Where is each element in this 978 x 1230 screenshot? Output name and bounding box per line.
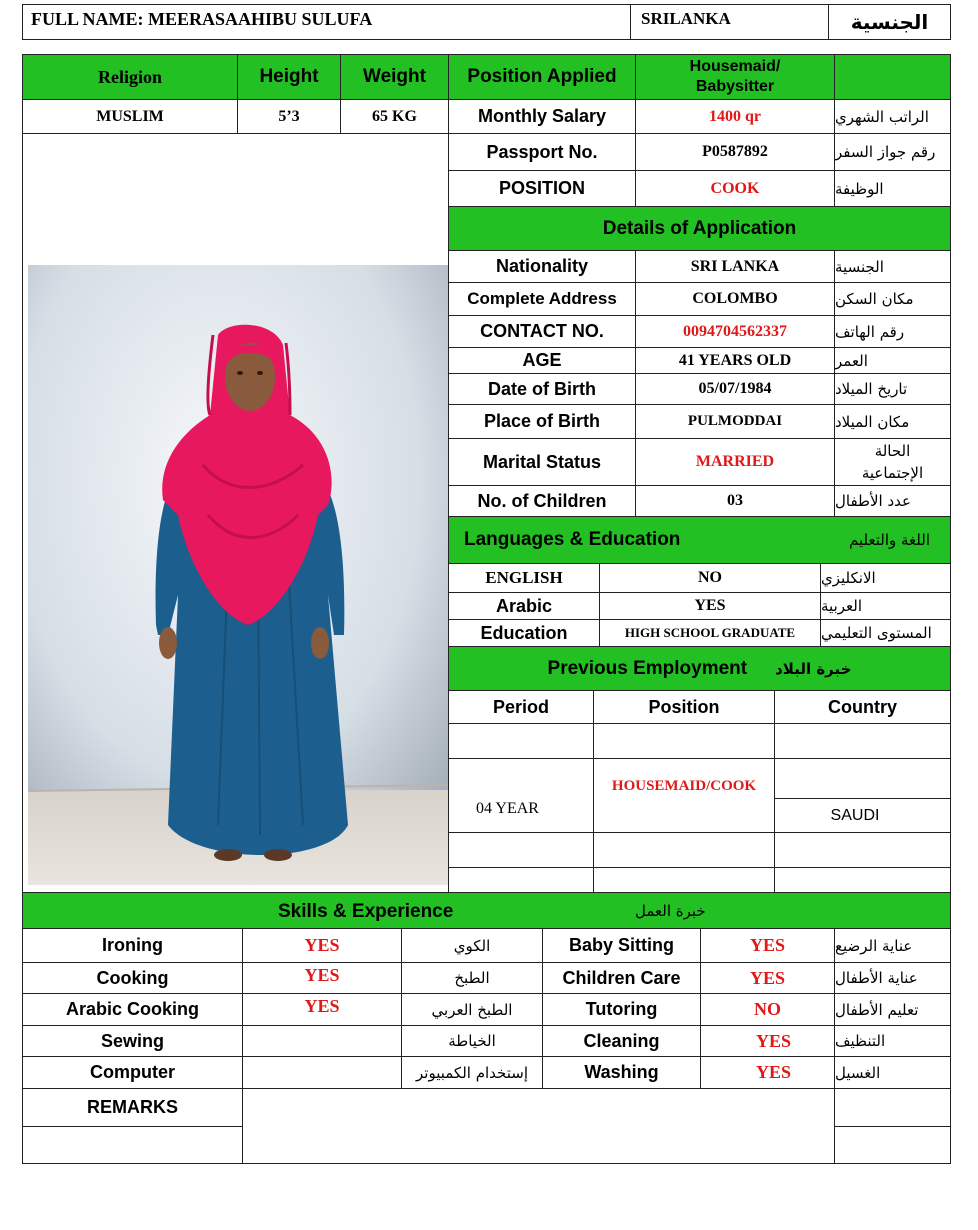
emp-country-value: SAUDI <box>830 807 880 824</box>
children-label: No. of Children <box>448 485 636 517</box>
address-value: COLOMBO <box>635 282 835 316</box>
emp-hline-3 <box>448 832 951 833</box>
skill-ironing-label: Ironing <box>22 928 243 963</box>
passport-ar: رقم جواز السفر <box>834 133 951 171</box>
dob-ar: تاريخ الميلاد <box>834 373 951 405</box>
employment-title-ar: خبرة البلاد <box>775 659 852 678</box>
marital-value: MARRIED <box>635 438 835 486</box>
col-position: Position <box>593 690 775 724</box>
employment-title: Previous Employment <box>547 657 748 679</box>
skill-sewing-label: Sewing <box>22 1025 243 1057</box>
nationality-label: Nationality <box>448 250 636 283</box>
header-nationality-ar: الجنسية <box>828 4 951 40</box>
weight-label: Weight <box>340 54 449 100</box>
emp-position-value: HOUSEMAID/COOK <box>611 778 757 794</box>
skill-childcare-label: Children Care <box>542 962 701 994</box>
skill-babysitting-value: YES <box>700 928 835 963</box>
skill-tutoring-label: Tutoring <box>542 993 701 1026</box>
address-ar: مكان السكن <box>834 282 951 316</box>
remarks-label: REMARKS <box>22 1088 243 1127</box>
passport-label: Passport No. <box>448 133 636 171</box>
religion-value: MUSLIM <box>22 99 238 134</box>
dob-label: Date of Birth <box>448 373 636 405</box>
skill-ironing-ar: الكوي <box>401 928 543 963</box>
position-value: COOK <box>635 170 835 207</box>
height-label: Height <box>237 54 341 100</box>
salary-value: 1400 qr <box>635 99 835 134</box>
remarks-blank-right-2 <box>834 1126 951 1164</box>
remarks-blank-right-1 <box>834 1088 951 1127</box>
skill-computer-ar: إستخدام الكمبيوتر <box>401 1056 543 1089</box>
position-label: POSITION <box>448 170 636 207</box>
skill-cooking-value: YES <box>242 962 402 994</box>
nationality-ar: الجنسية <box>834 250 951 283</box>
skill-arabic-cooking-value: YES <box>242 993 402 1026</box>
position-applied-value: Housemaid/ Babysitter <box>635 54 835 100</box>
skills-title: Skills & Experience <box>278 901 454 922</box>
position-ar: الوظيفة <box>834 170 951 207</box>
english-ar: الانكليزي <box>820 563 951 593</box>
height-value: 5’3 <box>237 99 341 134</box>
skill-childcare-value: YES <box>700 962 835 994</box>
marital-ar: الحالة الإجتماعية <box>834 438 951 486</box>
full-name: FULL NAME: MEERASAAHIBU SULUFA <box>22 4 631 40</box>
english-value: NO <box>599 563 821 593</box>
age-label: AGE <box>448 347 636 374</box>
skill-babysitting-label: Baby Sitting <box>542 928 701 963</box>
remarks-text-area <box>242 1088 835 1164</box>
arabic-ar: العربية <box>820 592 951 620</box>
skill-cleaning-ar: التنظيف <box>834 1025 951 1057</box>
col-period: Period <box>448 690 594 724</box>
pob-value: PULMODDAI <box>635 404 835 439</box>
address-label: Complete Address <box>448 282 636 316</box>
pob-label: Place of Birth <box>448 404 636 439</box>
skill-arabic-cooking-label: Arabic Cooking <box>22 993 243 1026</box>
skill-cooking-label: Cooking <box>22 962 243 994</box>
skill-babysitting-ar: عناية الرضيع <box>834 928 951 963</box>
children-value: 03 <box>635 485 835 517</box>
skill-ironing-value: YES <box>242 928 402 963</box>
pob-ar: مكان الميلاد <box>834 404 951 439</box>
marital-label: Marital Status <box>448 438 636 486</box>
skill-cooking-ar: الطبخ <box>401 962 543 994</box>
candidate-photo <box>28 265 449 885</box>
position-applied-blank <box>834 54 951 100</box>
passport-value: P0587892 <box>635 133 835 171</box>
skill-sewing-ar: الخياطة <box>401 1025 543 1057</box>
emp-hline-2 <box>774 798 951 799</box>
skill-tutoring-value: NO <box>700 993 835 1026</box>
skill-childcare-ar: عناية الأطفال <box>834 962 951 994</box>
languages-title-ar: اللغة والتعليم <box>849 531 930 549</box>
skill-cleaning-value: YES <box>700 1025 835 1057</box>
skill-washing-ar: الغسيل <box>834 1056 951 1089</box>
salary-label: Monthly Salary <box>448 99 636 134</box>
english-label: ENGLISH <box>448 563 600 593</box>
skills-title-ar: خبرة العمل <box>635 902 706 920</box>
position-applied-label: Position Applied <box>448 54 636 100</box>
skill-washing-label: Washing <box>542 1056 701 1089</box>
languages-header <box>448 516 951 564</box>
skill-sewing-value <box>242 1025 402 1057</box>
skills-header <box>22 892 951 929</box>
header-country: SRILANKA <box>630 4 829 40</box>
arabic-label: Arabic <box>448 592 600 620</box>
skill-computer-value <box>242 1056 402 1089</box>
education-label: Education <box>448 619 600 647</box>
age-ar: العمر <box>834 347 951 374</box>
application-title: Details of Application <box>448 206 951 251</box>
remarks-blank-left <box>22 1126 243 1164</box>
contact-label: CONTACT NO. <box>448 315 636 348</box>
salary-ar: الراتب الشهري <box>834 99 951 134</box>
languages-title: Languages & Education <box>464 529 681 550</box>
nationality-value: SRI LANKA <box>635 250 835 283</box>
emp-period-value: 04 YEAR <box>476 800 539 817</box>
education-ar: المستوى التعليمي <box>820 619 951 647</box>
skill-washing-value: YES <box>700 1056 835 1089</box>
education-value: HIGH SCHOOL GRADUATE <box>599 619 821 647</box>
weight-value: 65 KG <box>340 99 449 134</box>
age-value: 41 YEARS OLD <box>635 347 835 374</box>
contact-value: 0094704562337 <box>635 315 835 348</box>
emp-hline-4 <box>448 867 951 868</box>
skill-tutoring-ar: تعليم الأطفال <box>834 993 951 1026</box>
col-country: Country <box>774 690 951 724</box>
employment-header <box>448 646 951 691</box>
skill-arabic-cooking-ar: الطبخ العربي <box>401 993 543 1026</box>
arabic-value: YES <box>599 592 821 620</box>
children-ar: عدد الأطفال <box>834 485 951 517</box>
skill-computer-label: Computer <box>22 1056 243 1089</box>
skill-cleaning-label: Cleaning <box>542 1025 701 1057</box>
emp-hline-1 <box>448 758 951 759</box>
contact-ar: رقم الهاتف <box>834 315 951 348</box>
dob-value: 05/07/1984 <box>635 373 835 405</box>
religion-label: Religion <box>22 54 238 100</box>
